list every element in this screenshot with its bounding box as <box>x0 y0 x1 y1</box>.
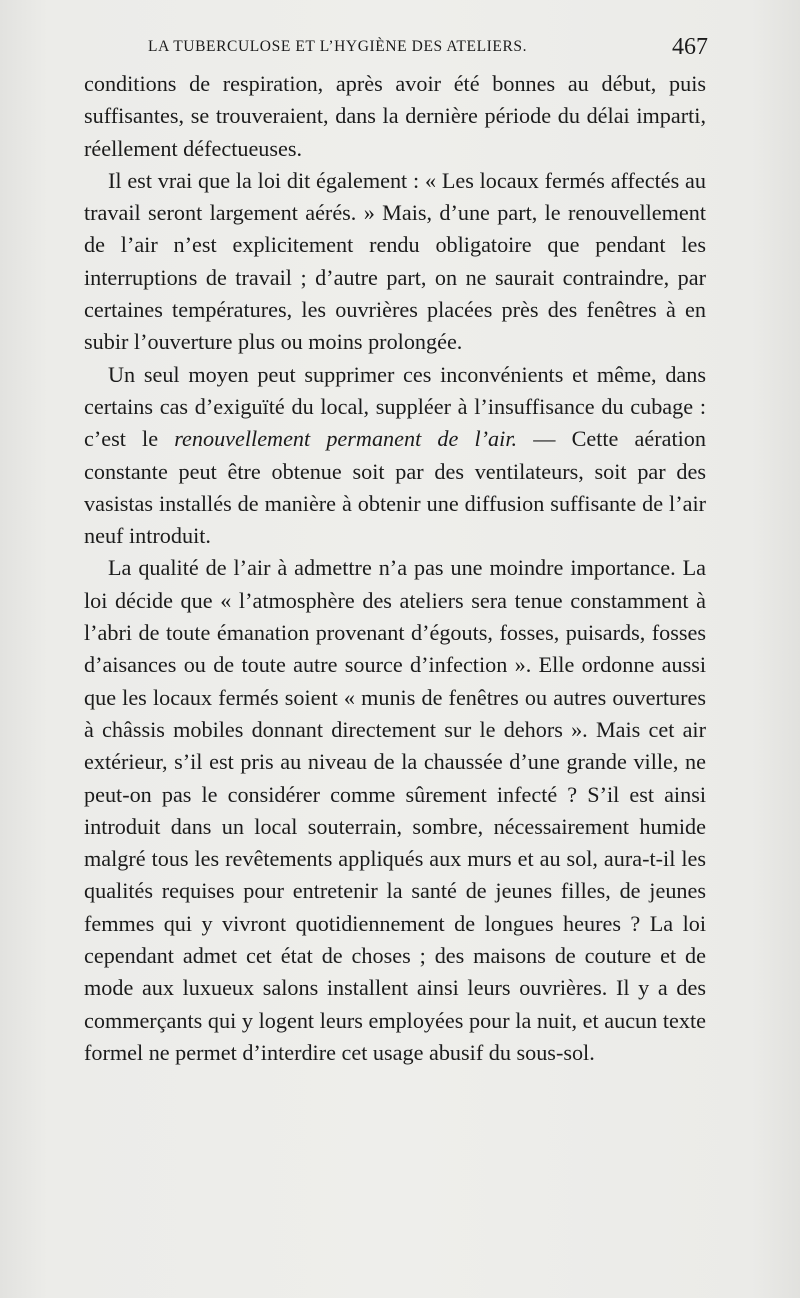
paragraph-text: La qualité de l’air à admettre n’a pas une moindre importance. La loi décide que « l’atmosphère des ateliers sera tenue constamment à l’abri de toute émanation provenant d’égouts, fosses, puisards, fosses d’aisances ou de toute autre source d’infection ». Elle ordonne aussi que les locaux fermés soient « munis de fenêtres ou autres ouvertures à châssis mobiles donnant directement sur le dehors ». Mais cet air extérieur, s’il est pris au niveau de la chaussée d’une grande ville, ne peut-on pas le considérer comme sûrement infecté ? S’il est ainsi introduit dans un local souterrain, sombre, nécessairement humide malgré tous les revêtements appliqués aux murs et au sol, aura-t-il les qualités requises pour entretenir la santé de jeunes filles, de jeunes femmes qui y vivront quotidiennement de longues heures ? La loi cependant admet cet état de choses ; des maisons de couture et de mode aux luxueux salons installent ainsi leurs ouvrières. Il y a des commerçants qui y logent leurs employées pour la nuit, et aucun texte formel ne permet d’interdire cet usage abusif du sous-sol. <box>84 555 706 1065</box>
italic-phrase: renouvellement permanent de l’air. <box>174 426 518 452</box>
running-title: LA TUBERCULOSE ET L’HYGIÈNE DES ATELIERS. <box>148 38 528 55</box>
page-number: 467 <box>672 34 708 60</box>
paragraph-text: Un seul moyen peut supprimer ces inconvénients et même, dans certains cas d’exiguïté du local, suppléer à l’insuffisance du cubage : c’est le <box>84 361 706 452</box>
paragraph-continuation <box>84 68 706 165</box>
body-text <box>84 68 706 1069</box>
running-head <box>148 34 708 64</box>
paragraph-permanent-renewal <box>84 359 706 553</box>
paragraph-ventilation-law <box>84 165 706 359</box>
paragraph-text: conditions de respiration, après avoir été bonnes au début, puis suffisantes, se trouveraient, dans la dernière période du délai imparti, réellement défectueuses. <box>84 71 706 161</box>
paragraph-text: Il est vrai que la loi dit également : « Les locaux fermés affectés au travail seront largement aérés. » Mais, d’une part, le renouvellement de l’air n’est explicitement rendu obligatoire que pendant les interruptions de travail ; d’autre part, on ne saurait contraindre, par certaines températures, les ouvrières placées près des fenêtres à en subir l’ouverture plus ou moins prolongée. <box>84 167 706 355</box>
paragraph-text: — Cette aération constante peut être obtenue soit par des ventilateurs, soit par des vasistas installés de manière à obtenir une diffusion suffisante de l’air neuf introduit. <box>84 426 706 549</box>
paragraph-air-quality <box>84 552 706 1069</box>
